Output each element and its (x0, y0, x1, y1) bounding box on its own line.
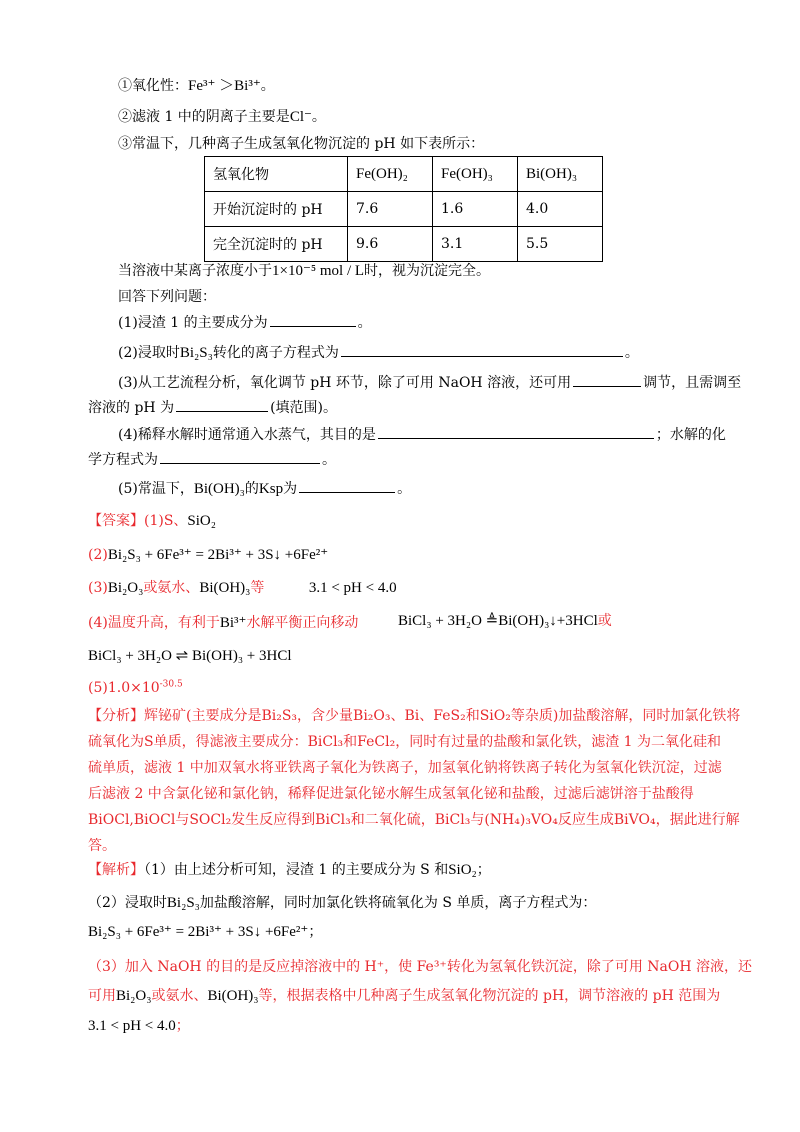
formula-bi2o3: Bi₂O₃ (116, 988, 152, 1004)
answer-5: $(5)1.0\times 10^{-30.5}$ (88, 679, 183, 696)
formula-ph-range: 3.1 < pH < 4.0 (308, 580, 397, 596)
answer-blank[interactable] (573, 372, 641, 387)
exponent: -30.5 (159, 679, 183, 690)
formula-sio2: SiO₂ (187, 513, 216, 529)
given-table-intro: ③常温下，几种离子生成氢氧化物沉淀的 pH 如下表所示： (118, 136, 485, 152)
table-row (205, 157, 603, 192)
formula-bioh3: Bi(OH)₃ (199, 580, 251, 596)
analysis-line: 硫单质，滤液 1 中加双氧水将亚铁离子氧化为铁离子，加氢氧化钠将铁离子转化为氢氧化铁沉淀，过滤 (88, 760, 722, 776)
formula-ph-range: 3.1 < pH < 4.0 (88, 1018, 176, 1034)
question-4-line1: (4)稀释水解时通常通入水蒸气，其目的是 ；水解的化 (118, 424, 726, 445)
table-cell: 完全沉淀时的 pH (205, 227, 348, 262)
table-row (205, 227, 603, 262)
answer-3: (3)Bi₂O₃或氨水、Bi(OH)₃等 3.1 < pH < 4.0 (88, 580, 397, 596)
answer-4-line1: (4)温度升高，有利于Bi³⁺水解平衡正向移动 (88, 615, 359, 631)
analysis-line: 答。 (88, 838, 116, 854)
answer-label: 【答案】 (88, 513, 144, 529)
table-cell: Fe(OH)₂ (348, 157, 433, 192)
analysis-line: BiOCl,BiOCl与SOCl₂发生反应得到BiCl₃和二氧化硫，BiCl₃与(NH₄)₃VO₄反应生成BiVO₄，据此进行解 (88, 812, 740, 828)
answer-blank[interactable] (341, 342, 623, 357)
formula-bi3: Bi³⁺ (219, 615, 247, 631)
explanation-3-line1: （3）加入 NaOH 的目的是反应掉溶液中的 H⁺，使 Fe³⁺转化为氢氧化铁沉淀，除了可用 NaOH 溶液，还 (88, 959, 753, 975)
question-2: (2)浸取时Bi₂S₃转化的离子方程式为 。 (118, 342, 639, 363)
analysis-label: 【分析】 (88, 708, 144, 724)
formula-eq1: Bi₂S₃ + 6Fe³⁺ = 2Bi³⁺ + 3S↓ +6Fe²⁺ (88, 924, 309, 940)
answer-2: (2)Bi₂S₃ + 6Fe³⁺ = 2Bi³⁺ + 3S↓ +6Fe²⁺ (88, 547, 329, 563)
explanation-3-line3: 3.1 < pH < 4.0； (88, 1018, 190, 1034)
answer-1: 【答案】(1)S、SiO₂ (88, 513, 216, 529)
analysis-line: 后滤液 2 中含氯化铋和氯化钠，稀释促进氯化铋水解生成氢氧化铋和盐酸，过滤后滤饼溶于盐酸得 (88, 786, 694, 802)
formula-bioh3: Bi(OH)₃ (207, 988, 259, 1004)
question-3-line1: (3)从工艺流程分析，氧化调节 pH 环节，除了可用 NaOH 溶液，还可用 调节，且需调至 (118, 372, 741, 393)
table-cell: 氢氧化物 (205, 157, 348, 192)
analysis-line: 硫氧化为S单质，得滤液主要成分：BiCl₃和FeCl₂，同时有过量的盐酸和氯化铁，滤渣 1 为二氧化硅和 (88, 734, 721, 750)
answer-4-eq: BiCl₃ + 3H₂O ≜Bi(OH)₃↓+3HCl或 (398, 613, 612, 629)
explanation-3-line2: 可用Bi₂O₃或氨水、Bi(OH)₃等，根据表格中几种离子生成氢氧化物沉淀的 pH，调节溶液的 pH 范围为 (88, 988, 721, 1004)
formula-cl: Cl⁻ (289, 109, 312, 125)
given-filtrate: ②滤液 1 中的阴离子主要是Cl⁻。 (118, 109, 326, 125)
answer-blank[interactable] (160, 449, 320, 464)
formula-eq3: BiCl₃ + 3H₂O ⇌ Bi(OH)₃ + 3HCl (88, 648, 292, 664)
formula-eq2: BiCl₃ + 3H₂O ≜Bi(OH)₃↓+3HCl (398, 613, 598, 629)
answer-4-line2 (88, 646, 292, 666)
table-row (205, 192, 603, 227)
question-5: (5)常温下，Bi(OH)₃的Ksp为 。 (118, 478, 411, 499)
ph-table (204, 156, 603, 262)
table-cell: Fe(OH)₃ (433, 157, 518, 192)
formula-conc: 1×10⁻⁵ mol / L (272, 263, 365, 279)
table-cell: 5.5 (518, 227, 603, 262)
formula-bioh3: Bi(OH)₃ (193, 481, 245, 497)
question-4-line2: 学方程式为 。 (88, 449, 336, 470)
given-oxidizing: ①氧化性：Fe³⁺ ＞Bi³⁺。 (118, 78, 275, 94)
formula-ksp: Ksp (258, 481, 284, 497)
formula-eq1: Bi₂S₃ + 6Fe³⁺ = 2Bi³⁺ + 3S↓ +6Fe²⁺ (107, 547, 329, 563)
prompt: 回答下列问题： (118, 289, 216, 305)
question-3-line2: 溶液的 pH 为 (填范围)。 (88, 397, 337, 418)
table-cell: Bi(OH)₃ (518, 157, 603, 192)
explanation-label: 【解析】 (88, 862, 144, 878)
answer-blank[interactable] (176, 397, 268, 412)
table-cell: 1.6 (433, 192, 518, 227)
formula-fe3-bi3: Fe³⁺ ＞Bi³⁺ (188, 78, 261, 94)
answer-blank[interactable] (270, 312, 356, 327)
table-cell: 3.1 (433, 227, 518, 262)
formula-sio2: SiO₂ (448, 862, 477, 878)
explanation-2-eq: Bi₂S₃ + 6Fe³⁺ = 2Bi³⁺ + 3S↓ +6Fe²⁺； (88, 924, 323, 940)
answer-blank[interactable] (299, 478, 395, 493)
table-cell: 4.0 (518, 192, 603, 227)
table-cell: 7.6 (348, 192, 433, 227)
explanation-2: （2）浸取时Bi₂S₃加盐酸溶解，同时加氯化铁将硫氧化为 S 单质，离子方程式为： (88, 895, 597, 911)
question-1: (1)浸渣 1 的主要成分为 。 (118, 312, 372, 333)
precipitation-note: 当溶液中某离子浓度小于1×10⁻⁵ mol / L时，视为沉淀完全。 (118, 263, 491, 279)
formula-bi2o3: Bi₂O₃ (107, 580, 144, 596)
table-cell: 9.6 (348, 227, 433, 262)
formula-bi2s3: Bi₂S₃ (179, 345, 213, 361)
explanation-1: 【解析】（1）由上述分析可知，浸渣 1 的主要成分为 S 和SiO₂； (88, 862, 491, 878)
table-cell: 开始沉淀时的 pH (205, 192, 348, 227)
formula-bi2s3: Bi₂S₃ (166, 895, 200, 911)
answer-blank[interactable] (378, 424, 654, 439)
analysis-line: 【分析】辉铋矿(主要成分是Bi₂S₃，含少量Bi₂O₃、Bi、FeS₂和SiO₂等杂质)加盐酸溶解，同时加氯化铁将 (88, 708, 741, 724)
